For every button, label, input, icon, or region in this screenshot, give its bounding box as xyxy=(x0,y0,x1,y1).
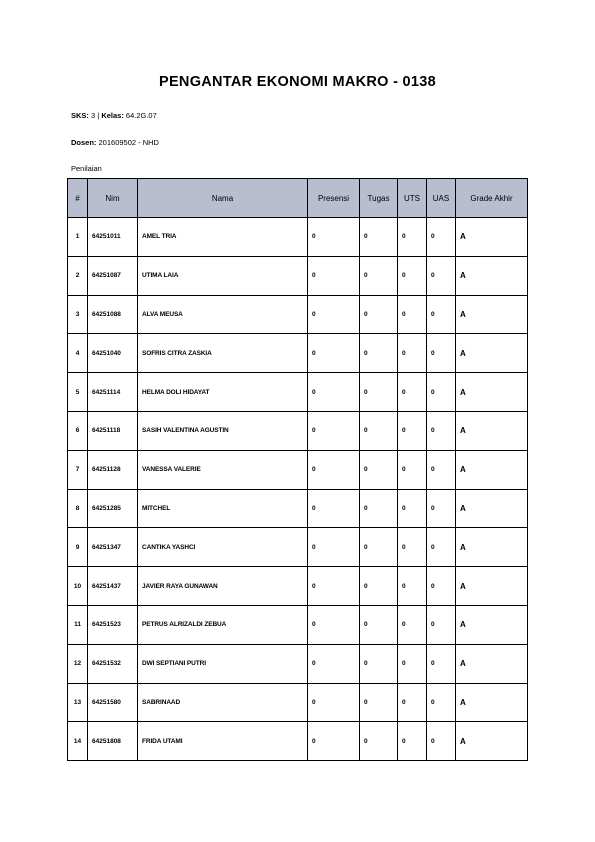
section-label: Penilaian xyxy=(71,164,102,173)
presensi-score: 0 xyxy=(308,683,360,722)
column-header-no: # xyxy=(68,179,88,218)
uts-score: 0 xyxy=(398,644,427,683)
page-title: PENGANTAR EKONOMI MAKRO - 0138 xyxy=(158,74,436,90)
final-grade: A xyxy=(456,295,528,334)
column-header-nama: Nama xyxy=(138,179,308,218)
uts-score: 0 xyxy=(398,218,427,257)
presensi-score: 0 xyxy=(308,295,360,334)
student-nim: 64251087 xyxy=(88,256,138,295)
table-row xyxy=(68,334,528,373)
uts-score: 0 xyxy=(398,450,427,489)
student-nim: 64251347 xyxy=(88,528,138,567)
presensi-score: 0 xyxy=(308,567,360,606)
uts-score: 0 xyxy=(398,411,427,450)
presensi-score: 0 xyxy=(308,450,360,489)
uts-score: 0 xyxy=(398,489,427,528)
column-header-uas: UAS xyxy=(427,179,456,218)
uas-score: 0 xyxy=(427,218,456,257)
final-grade: A xyxy=(456,218,528,257)
row-number: 11 xyxy=(68,605,88,644)
tugas-score: 0 xyxy=(360,489,398,528)
final-grade: A xyxy=(456,450,528,489)
row-number: 2 xyxy=(68,256,88,295)
table-row xyxy=(68,411,528,450)
uas-score: 0 xyxy=(427,373,456,412)
row-number: 8 xyxy=(68,489,88,528)
row-number: 10 xyxy=(68,567,88,606)
uts-score: 0 xyxy=(398,528,427,567)
row-number: 9 xyxy=(68,528,88,567)
final-grade: A xyxy=(456,256,528,295)
dosen-label: Dosen: xyxy=(71,138,97,147)
student-nim: 64251580 xyxy=(88,683,138,722)
uas-score: 0 xyxy=(427,683,456,722)
tugas-score: 0 xyxy=(360,450,398,489)
row-number: 3 xyxy=(68,295,88,334)
student-nim: 64251118 xyxy=(88,411,138,450)
table-row xyxy=(68,450,528,489)
student-nim: 64251128 xyxy=(88,450,138,489)
tugas-score: 0 xyxy=(360,567,398,606)
student-name: AMEL TRIA xyxy=(138,218,308,257)
table-row xyxy=(68,528,528,567)
presensi-score: 0 xyxy=(308,489,360,528)
student-name: HELMA DOLI HIDAYAT xyxy=(138,373,308,412)
tugas-score: 0 xyxy=(360,644,398,683)
table-row xyxy=(68,683,528,722)
student-name: UTIMA LAIA xyxy=(138,256,308,295)
student-nim: 64251808 xyxy=(88,722,138,761)
presensi-score: 0 xyxy=(308,605,360,644)
table-row xyxy=(68,605,528,644)
uas-score: 0 xyxy=(427,489,456,528)
kelas-label: Kelas: xyxy=(101,111,124,120)
tugas-score: 0 xyxy=(360,411,398,450)
row-number: 7 xyxy=(68,450,88,489)
table-header-row xyxy=(68,179,528,218)
uas-score: 0 xyxy=(427,295,456,334)
final-grade: A xyxy=(456,567,528,606)
tugas-score: 0 xyxy=(360,722,398,761)
sks-label: SKS: xyxy=(71,111,89,120)
row-number: 12 xyxy=(68,644,88,683)
student-nim: 64251011 xyxy=(88,218,138,257)
student-nim: 64251437 xyxy=(88,567,138,606)
tugas-score: 0 xyxy=(360,218,398,257)
uas-score: 0 xyxy=(427,567,456,606)
grades-table xyxy=(67,178,528,761)
column-header-grade: Grade Akhir xyxy=(456,179,528,218)
column-header-uts: UTS xyxy=(398,179,427,218)
uts-score: 0 xyxy=(398,256,427,295)
uts-score: 0 xyxy=(398,373,427,412)
final-grade: A xyxy=(456,411,528,450)
uas-score: 0 xyxy=(427,528,456,567)
row-number: 14 xyxy=(68,722,88,761)
column-header-tugas: Tugas xyxy=(360,179,398,218)
table-row xyxy=(68,567,528,606)
student-name: SABRINAAD xyxy=(138,683,308,722)
presensi-score: 0 xyxy=(308,528,360,567)
presensi-score: 0 xyxy=(308,373,360,412)
presensi-score: 0 xyxy=(308,218,360,257)
student-name: CANTIKA YASHCI xyxy=(138,528,308,567)
tugas-score: 0 xyxy=(360,683,398,722)
uas-score: 0 xyxy=(427,722,456,761)
tugas-score: 0 xyxy=(360,605,398,644)
final-grade: A xyxy=(456,373,528,412)
final-grade: A xyxy=(456,489,528,528)
presensi-score: 0 xyxy=(308,411,360,450)
student-name: VANESSA VALERIE xyxy=(138,450,308,489)
dosen-value: 201609502 - NHD xyxy=(98,138,159,147)
tugas-score: 0 xyxy=(360,256,398,295)
column-header-nim: Nim xyxy=(88,179,138,218)
uas-score: 0 xyxy=(427,334,456,373)
presensi-score: 0 xyxy=(308,722,360,761)
student-name: JAVIER RAYA GUNAWAN xyxy=(138,567,308,606)
column-header-presensi: Presensi xyxy=(308,179,360,218)
uas-score: 0 xyxy=(427,411,456,450)
presensi-score: 0 xyxy=(308,334,360,373)
table-body xyxy=(68,218,528,761)
uas-score: 0 xyxy=(427,605,456,644)
student-name: DWI SEPTIANI PUTRI xyxy=(138,644,308,683)
table-row xyxy=(68,644,528,683)
student-name: SOFRIS CITRA ZASKIA xyxy=(138,334,308,373)
final-grade: A xyxy=(456,722,528,761)
student-name: PETRUS ALRIZALDI ZEBUA xyxy=(138,605,308,644)
student-nim: 64251040 xyxy=(88,334,138,373)
final-grade: A xyxy=(456,334,528,373)
student-nim: 64251114 xyxy=(88,373,138,412)
student-name: ALVA MEUSA xyxy=(138,295,308,334)
row-number: 1 xyxy=(68,218,88,257)
student-name: FRIDA UTAMI xyxy=(138,722,308,761)
table-row xyxy=(68,722,528,761)
row-number: 6 xyxy=(68,411,88,450)
row-number: 4 xyxy=(68,334,88,373)
uas-score: 0 xyxy=(427,644,456,683)
student-nim: 64251088 xyxy=(88,295,138,334)
uts-score: 0 xyxy=(398,683,427,722)
uts-score: 0 xyxy=(398,334,427,373)
kelas-value: 64.2G.07 xyxy=(125,111,157,120)
uts-score: 0 xyxy=(398,605,427,644)
uas-score: 0 xyxy=(427,450,456,489)
tugas-score: 0 xyxy=(360,528,398,567)
final-grade: A xyxy=(456,644,528,683)
final-grade: A xyxy=(456,683,528,722)
tugas-score: 0 xyxy=(360,295,398,334)
student-name: SASIH VALENTINA AGUSTIN xyxy=(138,411,308,450)
row-number: 13 xyxy=(68,683,88,722)
course-info xyxy=(71,111,157,120)
uts-score: 0 xyxy=(398,295,427,334)
presensi-score: 0 xyxy=(308,644,360,683)
student-name: MITCHEL xyxy=(138,489,308,528)
table-row xyxy=(68,295,528,334)
presensi-score: 0 xyxy=(308,256,360,295)
final-grade: A xyxy=(456,605,528,644)
student-nim: 64251285 xyxy=(88,489,138,528)
final-grade: A xyxy=(456,528,528,567)
student-nim: 64251523 xyxy=(88,605,138,644)
table-row xyxy=(68,373,528,412)
table-row xyxy=(68,256,528,295)
tugas-score: 0 xyxy=(360,373,398,412)
lecturer-info xyxy=(71,138,159,147)
tugas-score: 0 xyxy=(360,334,398,373)
uts-score: 0 xyxy=(398,567,427,606)
table-row xyxy=(68,489,528,528)
table-row xyxy=(68,218,528,257)
student-nim: 64251532 xyxy=(88,644,138,683)
uts-score: 0 xyxy=(398,722,427,761)
row-number: 5 xyxy=(68,373,88,412)
sks-value: 3 | xyxy=(91,111,100,120)
uas-score: 0 xyxy=(427,256,456,295)
